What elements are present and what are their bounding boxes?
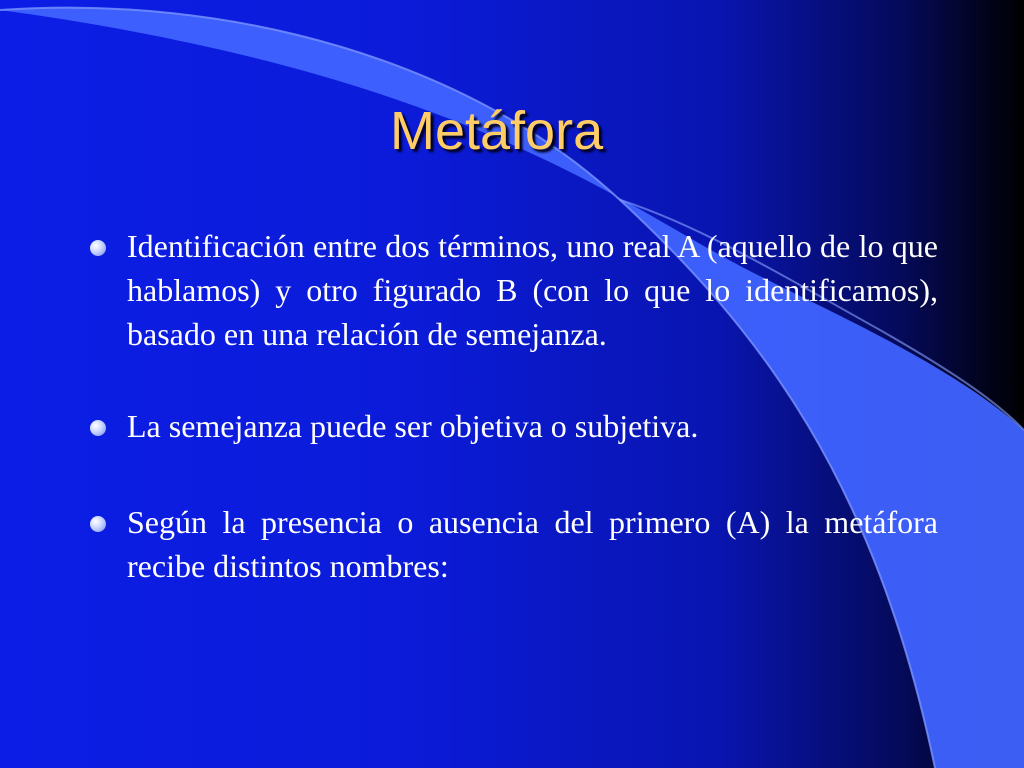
bullet-list xyxy=(90,224,938,588)
bullet-text: Según la presencia o ausencia del primero (A) la metáfora recibe distintos nombres: xyxy=(127,504,938,584)
bullet-dot-icon xyxy=(90,516,106,532)
bullet-item xyxy=(90,224,938,356)
bullet-text: Identificación entre dos términos, uno real A (aquello de lo que hablamos) y otro figurado B (con lo que lo identificamos), basado en una relación de semejanza. xyxy=(127,228,938,352)
bullet-text: La semejanza puede ser objetiva o subjetiva. xyxy=(127,408,699,444)
bullet-item xyxy=(90,500,938,588)
bullet-dot-icon xyxy=(90,420,106,436)
bullet-dot-icon xyxy=(90,240,106,256)
bullet-item xyxy=(90,404,938,448)
slide-title: Metáfora xyxy=(390,101,604,161)
